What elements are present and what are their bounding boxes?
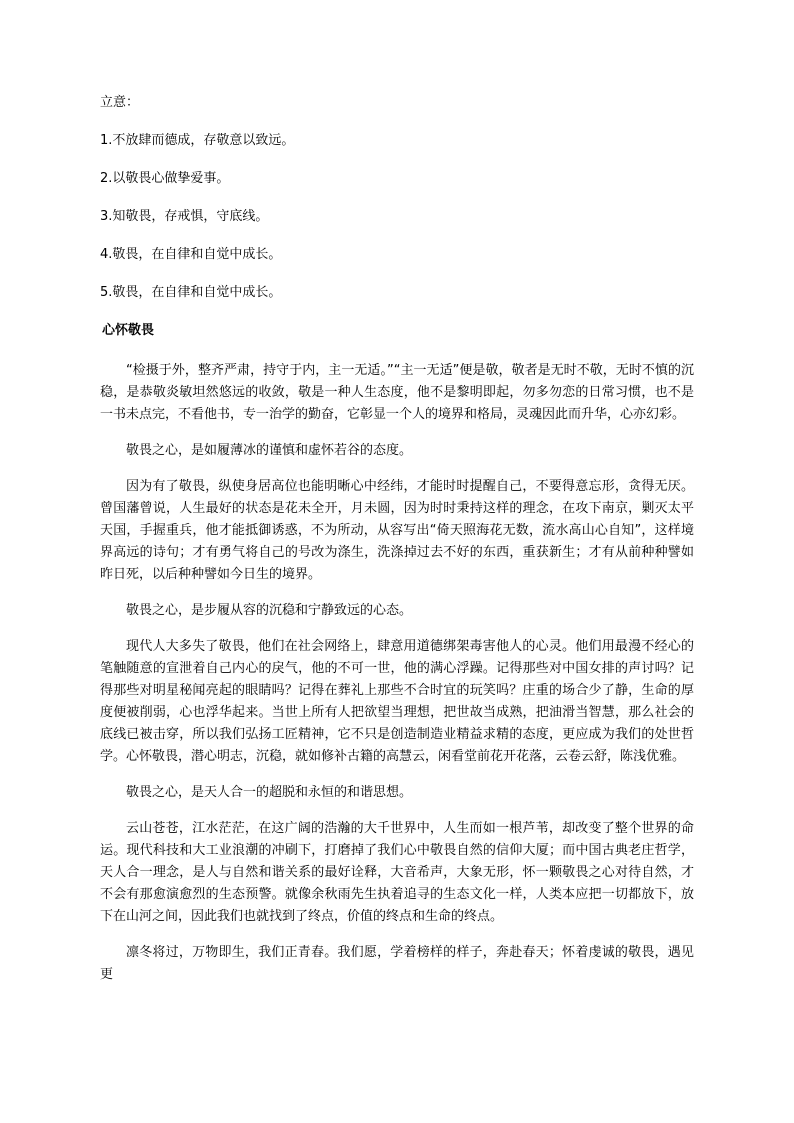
essay-paragraph: 凛冬将过，万物即生，我们正青春。我们愿，学着榜样的样子，奔赴春天；怀着虔诚的敬畏，遇见更 — [100, 945, 694, 982]
essay-paragraph: 敬畏之心，是如履薄冰的谨慎和虚怀若谷的态度。 — [126, 443, 413, 458]
intent-item: 4.敬畏，在自律和自觉中成长。 — [100, 247, 282, 262]
intent-item: 5.敬畏，在自律和自觉中成长。 — [100, 285, 282, 300]
intent-item: 2.以敬畏心做挚爱事。 — [100, 171, 230, 186]
intent-item: 1.不放肆而德成，存敬意以致远。 — [100, 133, 295, 148]
essay-paragraph: 敬畏之心，是天人合一的超脱和永恒的和谐思想。 — [126, 785, 413, 800]
essay-paragraph: 云山苍苍，江水茫茫，在这广阔的浩瀚的大千世界中，人生而如一根芦苇，却改变了整个世界的命运。现代科技和大工业浪潮的冲刷下，打磨掉了我们心中敬畏自然的信仰大厦；而中国古典老庄哲学，天人合一理念，是人与自然和谐关系的最好诠释，大音希声，大象无形，怀一颗敬畏之心对待自然，才不会有那愈演愈烈的生态预警。就像余秋雨先生执着追寻的生态文化一样，人类本应把一切都放下，放下在山河之间，因此我们也就找到了终点，价值的终点和生命的终点。 — [100, 821, 694, 924]
essay-title: 心怀敬畏 — [102, 323, 155, 338]
essay-paragraph: “检摄于外，整齐严肃，持守于内，主一无适。”“主一无适”便是敬，敬者是无时不敬，无时不慎的沉稳，是恭敬炎敏坦然悠远的收敛，敬是一种人生态度，他不是黎明即起，勿多勿恋的日常习惯，也不是一书未点完，不看他书，专一治学的勤奋，它彰显一个人的境界和格局，灵魂因此而升华，心亦幻彩。 — [100, 363, 694, 422]
intent-heading: 立意： — [100, 95, 140, 110]
essay-paragraph: 敬畏之心，是步履从容的沉稳和宁静致远的心态。 — [126, 603, 413, 618]
essay-paragraph: 现代人大多失了敬畏，他们在社会网络上，肆意用道德绑架毒害他人的心灵。他们用最漫不经心的笔触随意的宣泄着自己内心的戾气，他的不可一世，他的满心浮躁。记得那些对中国女排的声讨吗？记得那些对明星秘闻亮起的眼睛吗？记得在葬礼上那些不合时宜的玩笑吗？庄重的场合少了静，生命的厚度便被削弱，心也浮华起来。当世上所有人把欲望当理想，把世故当成熟，把油滑当智慧，那么社会的底线已被击穿，所以我们弘扬工匠精神，它不只是创造制造业精益求精的态度，更应成为我们的处世哲学。心怀敬畏，潜心明志，沉稳，就如修补古籍的高慧云，闲看堂前花开花落，云卷云舒，陈浅优雅。 — [100, 639, 694, 764]
intent-item: 3.知敬畏，存戒惧，守底线。 — [100, 209, 269, 224]
essay-paragraph: 因为有了敬畏，纵使身居高位也能明晰心中经纬，才能时时提醒自己，不要得意忘形，贪得无厌。曾国藩曾说，人生最好的状态是花未全开，月未圆，因为时时秉持这样的理念，在攻下南京，剿灭太平天国，手握重兵，他才能抵御诱惑，不为所动，从容写出“倚天照海花无数，流水高山心自知”，这样境界高远的诗句；才有勇气将自己的号改为涤生，洗涤掉过去不好的东西，重获新生；才有从前种种譬如昨日死，以后种种譬如今日生的境界。 — [100, 479, 694, 582]
document-page — [100, 94, 694, 999]
